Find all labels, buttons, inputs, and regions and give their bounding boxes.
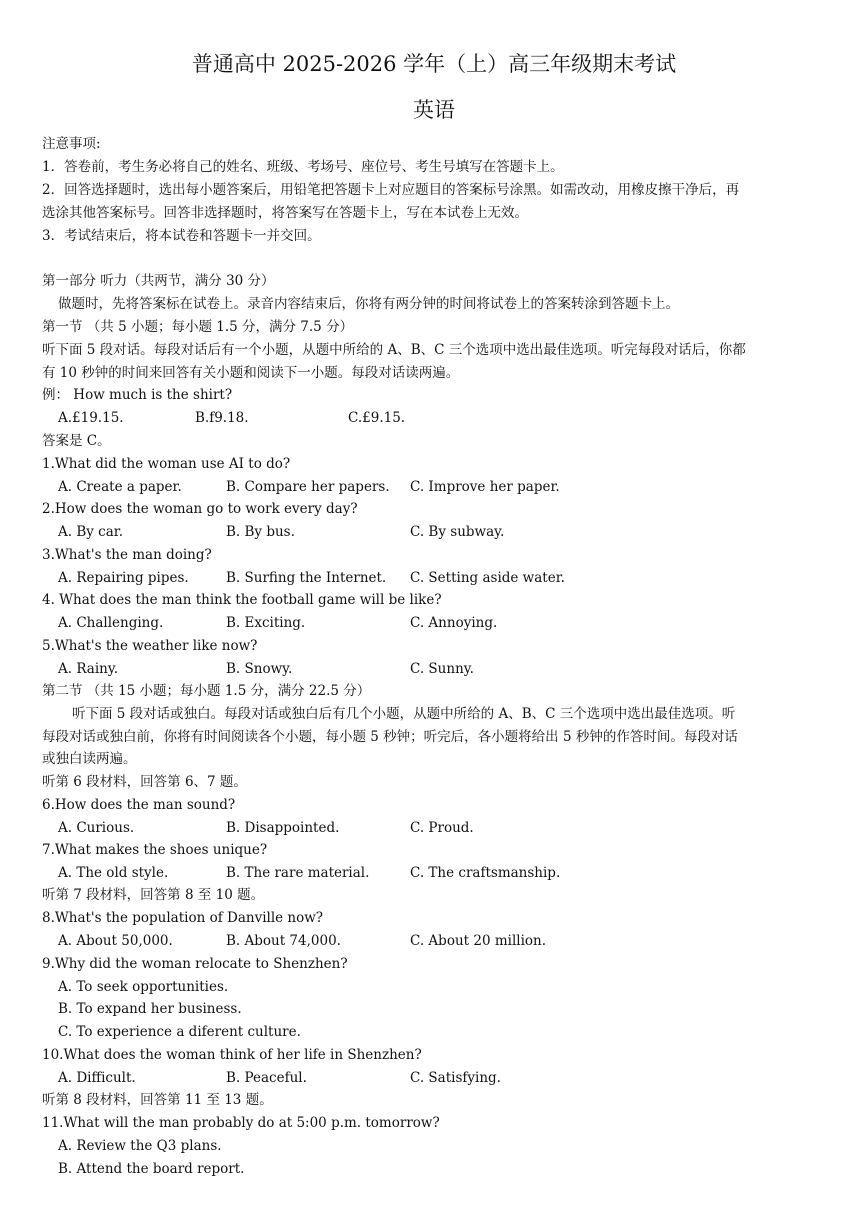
q6-option-a: A. Curious. (58, 820, 135, 836)
question-9: 9.Why did the woman relocate to Shenzhen? (42, 956, 348, 972)
q8-option-a: A. About 50,000. (58, 933, 173, 949)
section2-instruction-3: 或独白读两遍。 (42, 751, 137, 767)
q4-option-b: B. Exciting. (226, 615, 306, 631)
material-7-heading: 听第 7 段材料，回答第 8 至 10 题。 (42, 887, 265, 903)
notes-heading: 注意事项: (42, 136, 101, 152)
example-option-b: B.f9.18. (195, 410, 249, 426)
q3-option-b: B. Surfing the Internet. (226, 570, 387, 586)
part1-heading: 第一部分 听力（共两节，满分 30 分） (42, 273, 275, 289)
q4-option-a: A. Challenging. (58, 615, 164, 631)
q8-option-b: B. About 74,000. (226, 933, 341, 949)
q9-option-a: A. To seek opportunities. (58, 979, 229, 995)
q1-option-b: B. Compare her papers. (226, 479, 390, 495)
example-answer: 答案是 C。 (42, 433, 111, 449)
q3-option-a: A. Repairing pipes. (58, 570, 189, 586)
section2-instruction-1: 听下面 5 段对话或独白。每段对话或独白后有几个小题，从题中所给的 A、B、C 三个选项中选出最佳选项。听 (72, 706, 736, 722)
note-1: 1．答卷前，考生务必将自己的姓名、班级、考场号、座位号、考生号填写在答题卡上。 (42, 159, 564, 175)
q5-option-b: B. Snowy. (226, 661, 293, 677)
question-5: 5.What's the weather like now? (42, 638, 258, 654)
q10-option-b: B. Peaceful. (226, 1070, 307, 1086)
question-7: 7.What makes the shoes unique? (42, 842, 268, 858)
q8-option-c: C. About 20 million. (410, 933, 547, 949)
q5-option-a: A. Rainy. (58, 661, 118, 677)
section2-heading: 第二节 （共 15 小题；每小题 1.5 分，满分 22.5 分） (42, 683, 371, 699)
example-option-a: A.£19.15. (58, 410, 124, 426)
q7-option-c: C. The craftsmanship. (410, 865, 561, 881)
question-10: 10.What does the woman think of her life in Shenzhen? (42, 1047, 422, 1063)
section2-instruction-2: 每段对话或独白前，你将有时间阅读各个小题，每小题 5 秒钟；听完后，各小题将给出 5 秒钟的作答时间。每段对话 (42, 729, 738, 745)
question-3: 3.What's the man doing? (42, 547, 212, 563)
q4-option-c: C. Annoying. (410, 615, 498, 631)
question-11: 11.What will the man probably do at 5:00 p.m. tomorrow? (42, 1115, 440, 1131)
note-3: 3．考试结束后，将本试卷和答题卡一并交回。 (42, 228, 321, 244)
q2-option-a: A. By car. (58, 524, 124, 540)
q11-option-a: A. Review the Q3 plans. (58, 1138, 222, 1154)
q5-option-c: C. Sunny. (410, 661, 474, 677)
example-option-c: C.£9.15. (348, 410, 406, 426)
q2-option-b: B. By bus. (226, 524, 295, 540)
q7-option-a: A. The old style. (58, 865, 169, 881)
section1-instruction-2: 有 10 秒钟的时间来回答有关小题和阅读下一小题。每段对话读两遍。 (42, 365, 460, 381)
q11-option-b: B. Attend the board report. (58, 1161, 245, 1177)
subject-title: 英语 (413, 98, 455, 122)
q6-option-c: C. Proud. (410, 820, 474, 836)
section1-instruction-1: 听下面 5 段对话。每段对话后有一个小题，从题中所给的 A、B、C 三个选项中选出最佳选项。听完每段对话后，你都 (42, 342, 746, 358)
q9-option-b: B. To expand her business. (58, 1001, 242, 1017)
q9-option-c: C. To experience a diferent culture. (58, 1024, 301, 1040)
q1-option-a: A. Create a paper. (58, 479, 182, 495)
part1-instruction: 做题时，先将答案标在试卷上。录音内容结束后，你将有两分钟的时间将试卷上的答案转涂到答题卡上。 (58, 296, 679, 312)
material-8-heading: 听第 8 段材料，回答第 11 至 13 题。 (42, 1092, 273, 1108)
section1-heading: 第一节 （共 5 小题；每小题 1.5 分，满分 7.5 分） (42, 319, 354, 335)
q7-option-b: B. The rare material. (226, 865, 370, 881)
q10-option-a: A. Difficult. (58, 1070, 136, 1086)
exam-title: 普通高中 2025-2026 学年（上）高三年级期末考试 (191, 52, 677, 76)
question-8: 8.What's the population of Danville now? (42, 910, 324, 926)
note-2-line-2: 选涂其他答案标号。回答非选择题时，将答案写在答题卡上，写在本试卷上无效。 (42, 205, 528, 221)
question-6: 6.How does the man sound? (42, 797, 236, 813)
q10-option-c: C. Satisfying. (410, 1070, 501, 1086)
q1-option-c: C. Improve her paper. (410, 479, 560, 495)
question-1: 1.What did the woman use AI to do? (42, 456, 291, 472)
q3-option-c: C. Setting aside water. (410, 570, 565, 586)
question-2: 2.How does the woman go to work every day? (42, 501, 358, 517)
example-question: 例： How much is the shirt? (42, 387, 233, 403)
material-6-heading: 听第 6 段材料，回答第 6、7 题。 (42, 774, 247, 790)
q2-option-c: C. By subway. (410, 524, 505, 540)
q6-option-b: B. Disappointed. (226, 820, 340, 836)
question-4: 4. What does the man think the football game will be like? (42, 592, 442, 608)
note-2-line-1: 2．回答选择题时，选出每小题答案后，用铅笔把答题卡上对应题目的答案标号涂黑。如需改动，用橡皮擦干净后，再 (42, 182, 740, 198)
